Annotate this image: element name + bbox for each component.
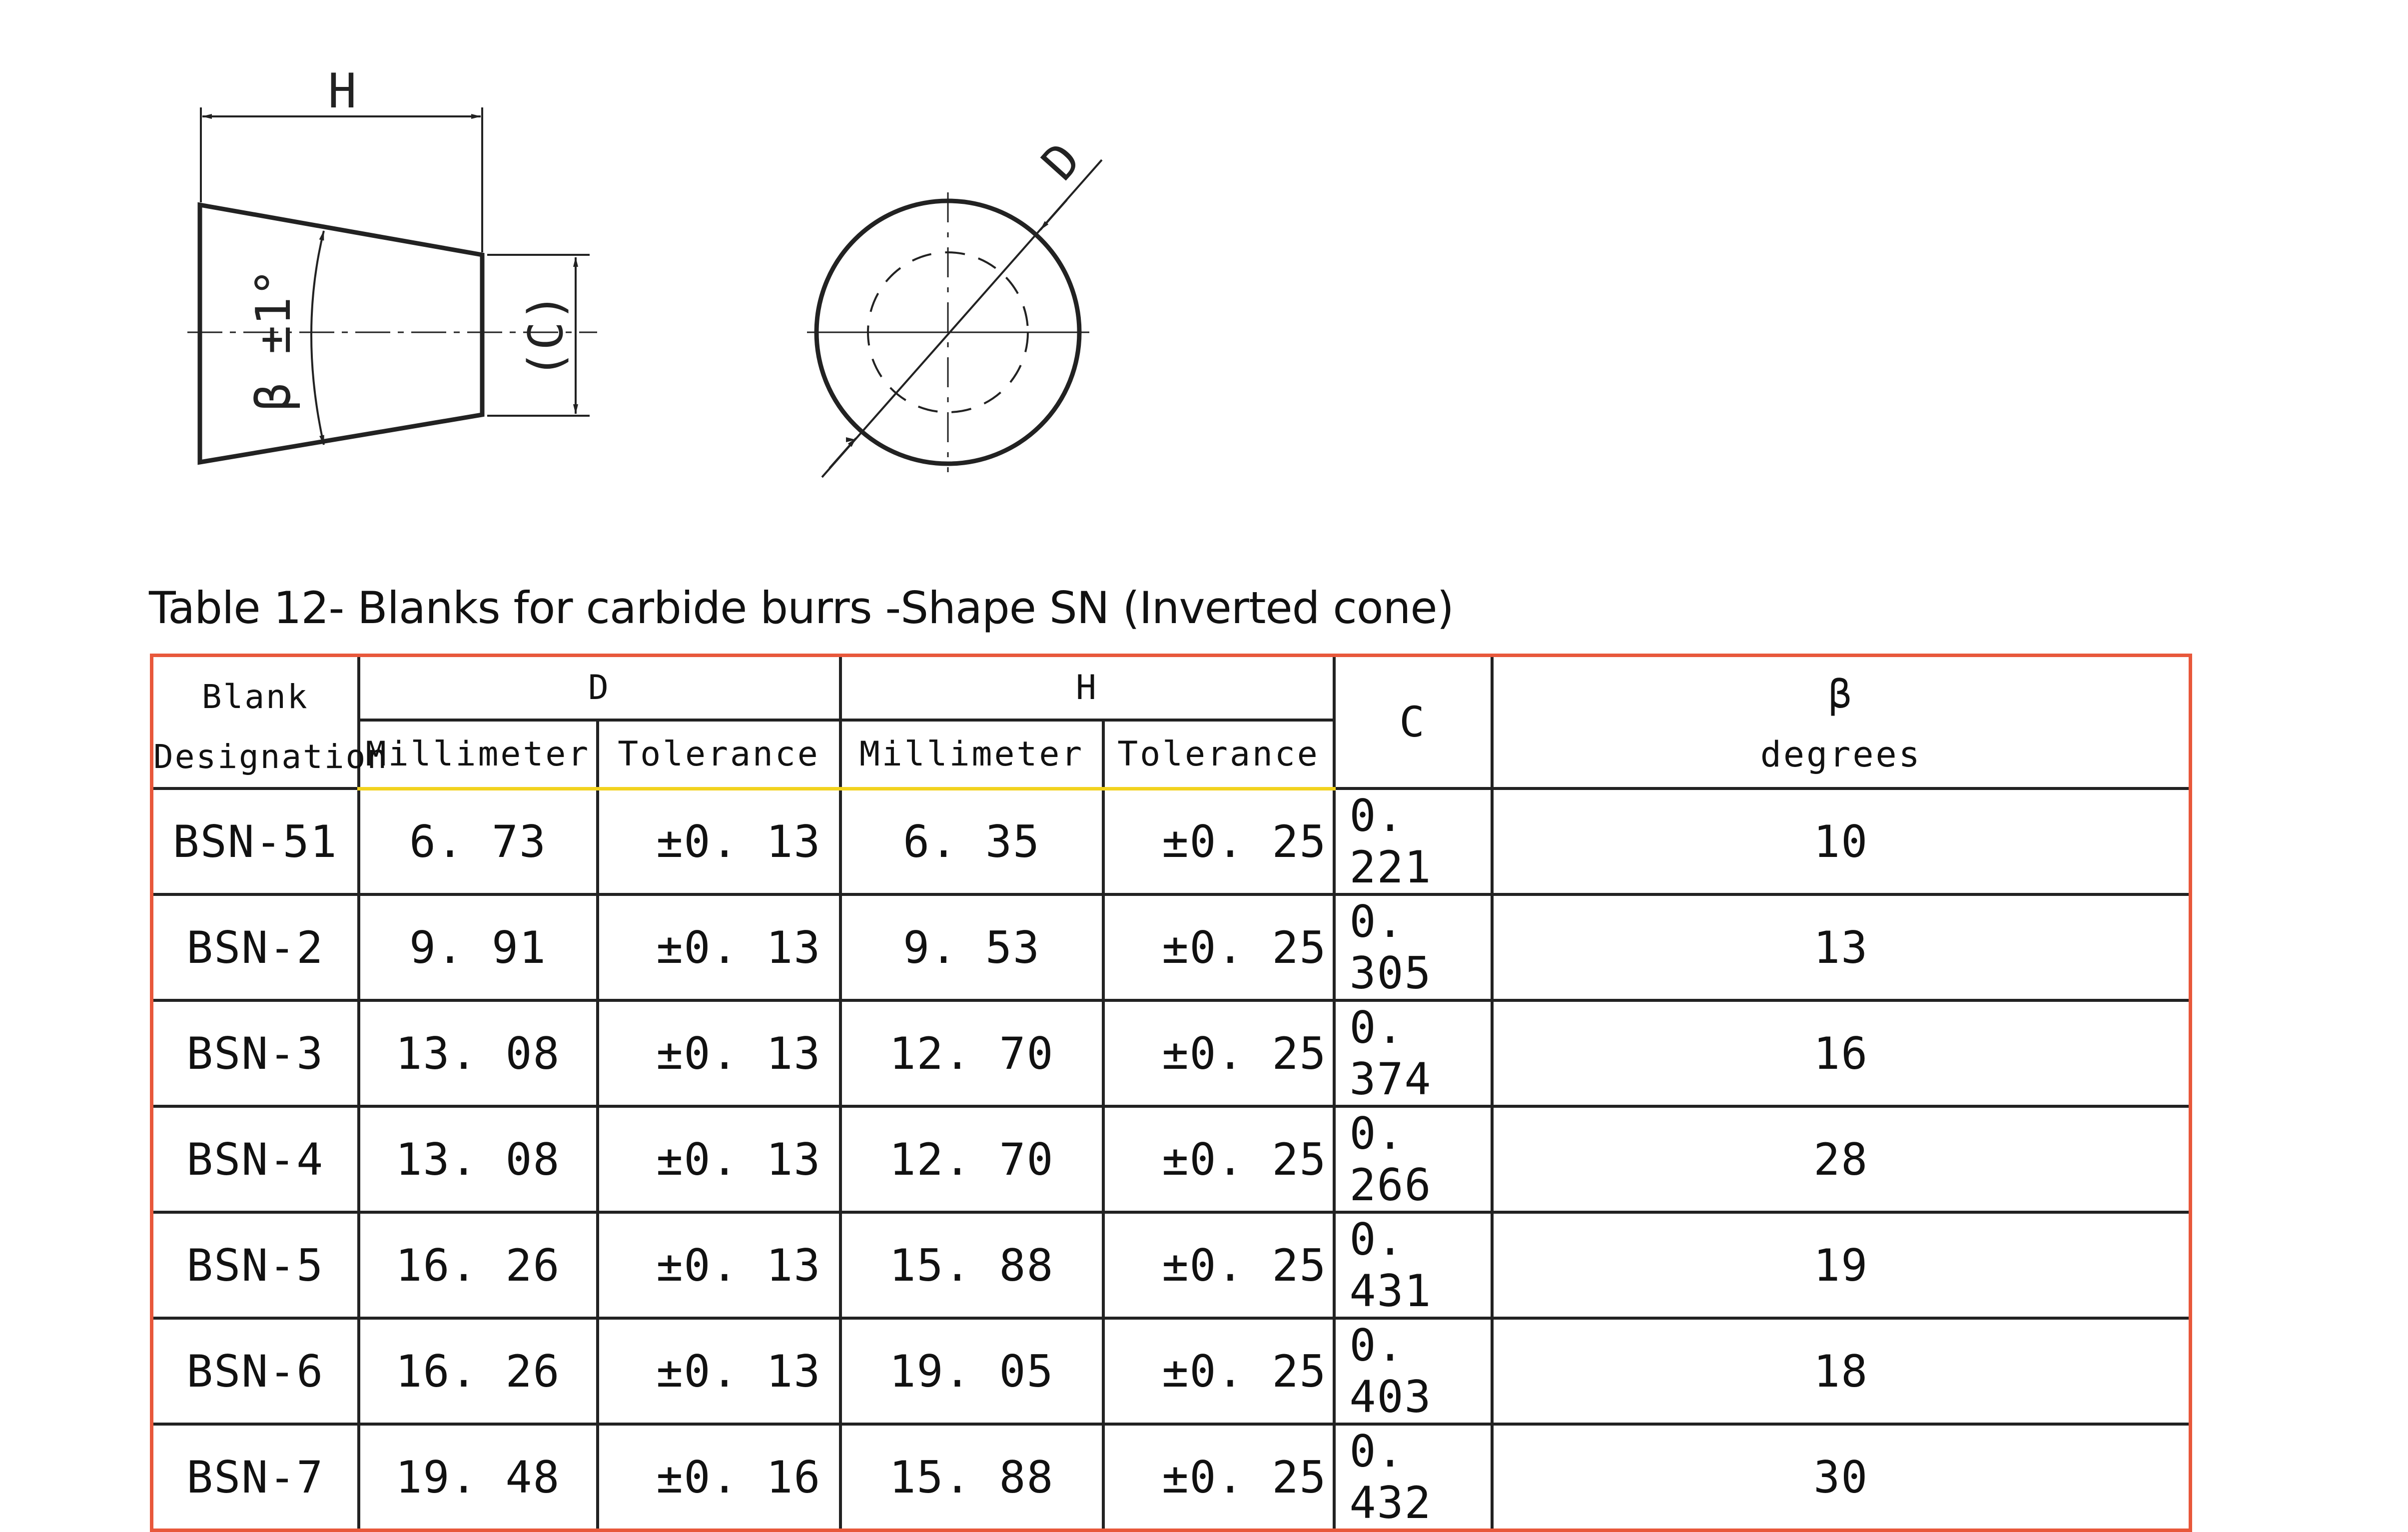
cell-beta: 28 — [1492, 1106, 2191, 1212]
cell-h-tol: ±0. 25 — [1103, 1212, 1334, 1318]
cell-c: 0. 432 — [1334, 1424, 1492, 1531]
cell-h-mm: 12. 70 — [840, 1000, 1103, 1106]
header-beta — [1492, 656, 2191, 789]
table-title: Table 12- Blanks for carbide burrs -Shape SN (Inverted cone) — [149, 582, 1454, 634]
cell-c: 0. 221 — [1334, 788, 1492, 894]
table-row — [152, 788, 2191, 894]
cell-designation: BSN-7 — [152, 1424, 359, 1531]
cell-h-tol: ±0. 25 — [1103, 1318, 1334, 1424]
header-h-millimeter: Millimeter — [840, 720, 1103, 788]
cell-h-mm: 15. 88 — [840, 1424, 1103, 1531]
cell-h-mm: 12. 70 — [840, 1106, 1103, 1212]
cell-c: 0. 374 — [1334, 1000, 1492, 1106]
header-d: D — [359, 656, 840, 721]
cell-beta: 19 — [1492, 1212, 2191, 1318]
cell-c: 0. 403 — [1334, 1318, 1492, 1424]
table-row — [152, 1000, 2191, 1106]
cell-designation: BSN-6 — [152, 1318, 359, 1424]
table-row — [152, 1212, 2191, 1318]
cell-d-mm: 19. 48 — [359, 1424, 598, 1531]
cell-designation: BSN-51 — [152, 788, 359, 894]
cell-beta: 18 — [1492, 1318, 2191, 1424]
cell-beta: 13 — [1492, 894, 2191, 1000]
header-beta-unit: degrees — [1760, 734, 1922, 775]
cell-designation: BSN-4 — [152, 1106, 359, 1212]
cell-h-tol: ±0. 25 — [1103, 1424, 1334, 1531]
header-d-millimeter: Millimeter — [359, 720, 598, 788]
header-blank-designation — [152, 656, 389, 789]
cone-c-label: (C) — [519, 293, 574, 379]
table-row — [152, 1318, 2191, 1424]
cell-h-mm: 15. 88 — [840, 1212, 1103, 1318]
cell-h-tol: ±0. 25 — [1103, 894, 1334, 1000]
cell-h-mm: 6. 35 — [840, 788, 1103, 894]
cell-beta: 10 — [1492, 788, 2191, 894]
cell-d-mm: 16. 26 — [359, 1212, 598, 1318]
header-designation-label: Designation — [153, 738, 389, 776]
header-h-tolerance: Tolerance — [1103, 720, 1334, 788]
cell-d-tol: ±0. 13 — [598, 1318, 840, 1424]
cell-d-mm: 13. 08 — [359, 1106, 598, 1212]
cell-beta: 30 — [1492, 1424, 2191, 1531]
cell-designation: BSN-2 — [152, 894, 359, 1000]
cell-designation: BSN-5 — [152, 1212, 359, 1318]
cell-d-mm: 9. 91 — [359, 894, 598, 1000]
table-row — [152, 1106, 2191, 1212]
cell-c: 0. 266 — [1334, 1106, 1492, 1212]
header-beta-symbol: β — [1828, 672, 1854, 717]
cell-d-tol: ±0. 13 — [598, 1000, 840, 1106]
blanks-table — [150, 654, 2192, 1532]
table-row — [152, 1424, 2191, 1531]
cell-d-tol: ±0. 13 — [598, 788, 840, 894]
cell-d-tol: ±0. 13 — [598, 1212, 840, 1318]
cell-c: 0. 305 — [1334, 894, 1492, 1000]
cone-height-label: H — [328, 64, 357, 119]
cell-d-mm: 6. 73 — [359, 788, 598, 894]
cone-angle-label: β ±1° — [246, 268, 301, 411]
cell-c: 0. 431 — [1334, 1212, 1492, 1318]
cell-h-mm: 9. 53 — [840, 894, 1103, 1000]
cell-d-tol: ±0. 16 — [598, 1424, 840, 1531]
header-blank-label: Blank — [201, 678, 309, 716]
cell-d-mm: 16. 26 — [359, 1318, 598, 1424]
cell-h-mm: 19. 05 — [840, 1318, 1103, 1424]
table-row — [152, 894, 2191, 1000]
table-header-row — [152, 656, 2191, 721]
cell-designation: BSN-3 — [152, 1000, 359, 1106]
cell-h-tol: ±0. 25 — [1103, 788, 1334, 894]
header-d-tolerance: Tolerance — [598, 720, 840, 788]
end-view-circle-drawing — [807, 160, 1102, 477]
cell-beta: 16 — [1492, 1000, 2191, 1106]
technical-drawings — [0, 0, 2408, 575]
cell-d-mm: 13. 08 — [359, 1000, 598, 1106]
cell-h-tol: ±0. 25 — [1103, 1000, 1334, 1106]
cell-h-tol: ±0. 25 — [1103, 1106, 1334, 1212]
circle-d-label: D — [1031, 132, 1092, 191]
cell-d-tol: ±0. 13 — [598, 1106, 840, 1212]
cell-d-tol: ±0. 13 — [598, 894, 840, 1000]
header-h: H — [840, 656, 1334, 721]
header-c: C — [1334, 656, 1492, 789]
